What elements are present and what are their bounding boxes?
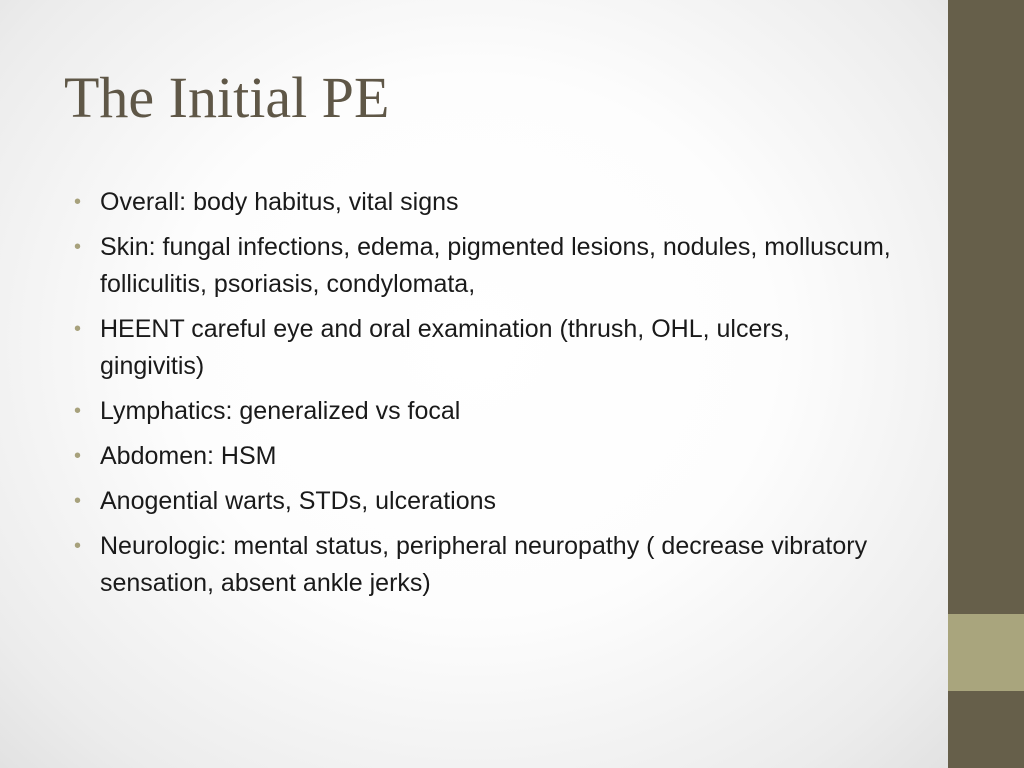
bullet-item [72,229,892,303]
bullet-dot-icon: • [74,318,82,340]
bullet-item [72,528,892,602]
bullet-item [72,393,892,430]
bullet-list [72,184,892,610]
bullet-text: Anogential warts, STDs, ulcerations [100,487,497,515]
bullet-dot-icon: • [74,490,82,512]
bullet-text: Neurologic: mental status, peripheral neuropathy ( decrease vibratory sensation, absent ankle jerks) [100,532,868,597]
bullet-item [72,184,892,221]
bullet-text: Overall: body habitus, vital signs [100,188,459,216]
bullet-item [72,438,892,475]
bullet-text: Skin: fungal infections, edema, pigmented lesions, nodules, molluscum, folliculitis, psoriasis, condylomata, [100,233,891,298]
bullet-dot-icon: • [74,400,82,422]
side-bar-accent [948,614,1024,691]
bullet-dot-icon: • [74,445,82,467]
bullet-text: HEENT careful eye and oral examination (thrush, OHL, ulcers, gingivitis) [100,315,791,380]
bullet-item [72,311,892,385]
bullet-dot-icon: • [74,535,82,557]
bullet-dot-icon: • [74,191,82,213]
bullet-dot-icon: • [74,236,82,258]
bullet-text: Abdomen: HSM [100,442,277,470]
bullet-text: Lymphatics: generalized vs focal [100,397,461,425]
slide-title: The Initial PE [64,65,390,130]
bullet-item [72,483,892,520]
